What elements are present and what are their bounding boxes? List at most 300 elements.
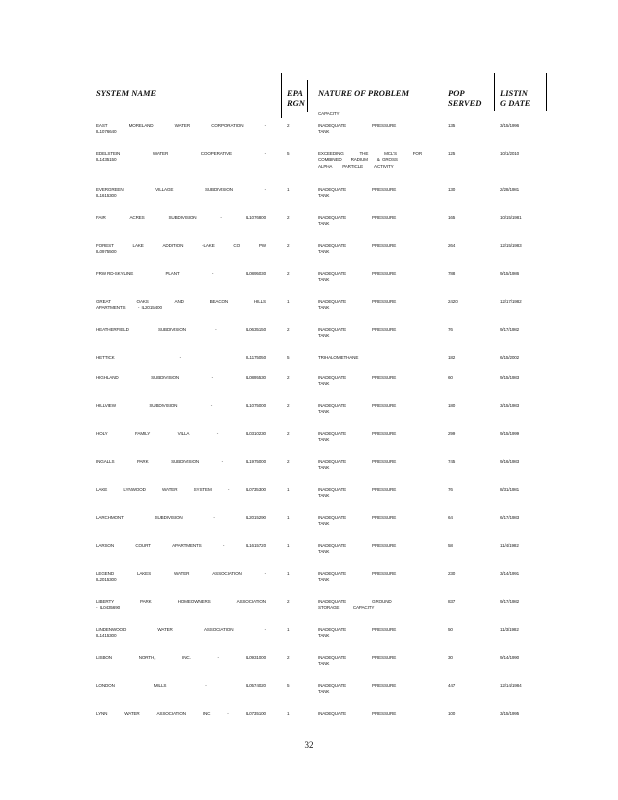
problem-word: PRESSURE (372, 571, 397, 576)
system-name-word: IL1075000 (245, 403, 266, 408)
nature-of-problem-cell (318, 187, 422, 200)
system-name-word: IL1975000 (245, 459, 266, 464)
system-id: IL0975500 (96, 249, 117, 255)
system-name-word: IL1615720 (245, 543, 266, 548)
problem-word: FOR (412, 151, 422, 156)
system-name-word: ADDITION (162, 243, 184, 248)
system-id: APARTMENTS - IL2015400 (96, 305, 162, 311)
problem-detail: ALPHA PARTICLE ACTIVITY (318, 163, 394, 169)
system-name-word: LISBON (96, 655, 112, 660)
system-name-word: HETTICK (96, 355, 115, 360)
nature-of-problem-cell (318, 487, 422, 500)
population-served: 125 (448, 151, 456, 156)
system-name-word: IL2015290 (245, 515, 266, 520)
epa-region: 1 (287, 571, 290, 576)
system-name-line (96, 271, 266, 277)
problem-word: INADEQUATE (318, 683, 347, 688)
nature-of-problem-cell (318, 243, 422, 256)
nature-of-problem-cell (318, 327, 422, 340)
system-name-cell (96, 487, 266, 493)
system-name-word: LAKE (132, 243, 144, 248)
epa-region: 1 (287, 487, 290, 492)
system-name-word: - (179, 355, 181, 360)
system-name-word: HIGHLAND (96, 375, 119, 380)
header-nature-of-problem: NATURE OF PROBLEM (318, 88, 410, 98)
system-name-word: SUBDIVISION (171, 459, 200, 464)
system-name-word: WATER (157, 627, 173, 632)
system-name-word: - (213, 515, 215, 520)
problem-detail: TANK (318, 577, 330, 583)
problem-word: INADEQUATE (318, 403, 347, 408)
population-served: 30 (448, 655, 453, 660)
system-name-cell (96, 151, 266, 164)
system-name-word: IL0735100 (245, 711, 266, 716)
problem-word: PRESSURE (372, 655, 397, 660)
system-name-word: ASSOCIATION (236, 599, 266, 604)
system-id: IL1415300 (96, 633, 117, 639)
epa-region: 1 (287, 187, 290, 192)
system-name-word: COURT (135, 543, 151, 548)
system-name-word: INC. (182, 655, 191, 660)
problem-word: PRESSURE (372, 187, 397, 192)
system-name-line (96, 459, 266, 465)
header-epa-rgn: EPA RGN (287, 88, 305, 108)
nature-of-problem-cell (318, 271, 422, 284)
system-name-word: LONDON (96, 683, 115, 688)
system-name-word: EVERGREEN (96, 187, 124, 192)
system-name-line (96, 375, 266, 381)
problem-word: INADEQUATE (318, 599, 347, 604)
problem-detail: TANK (318, 661, 330, 667)
system-name-line (96, 327, 266, 333)
population-served: 76 (448, 487, 453, 492)
system-name-cell (96, 123, 266, 136)
nature-of-problem-cell (318, 375, 422, 388)
page-number: 32 (304, 740, 314, 750)
problem-word: PRESSURE (372, 543, 397, 548)
epa-region: 2 (287, 403, 290, 408)
column-divider-date (494, 73, 495, 111)
system-name-word: WATER (124, 711, 140, 716)
system-id: IL2015300 (96, 577, 117, 583)
problem-word: INADEQUATE (318, 431, 347, 436)
system-name-line (96, 403, 266, 409)
system-name-word: PLANT (165, 271, 180, 276)
problem-word: INADEQUATE (318, 215, 347, 220)
epa-region: 2 (287, 375, 290, 380)
system-name-word: BEACON (209, 299, 229, 304)
problem-word: PRESSURE (372, 123, 397, 128)
system-name-line (96, 515, 266, 521)
problem-detail: TANK (318, 305, 330, 311)
population-served: 230 (448, 571, 456, 576)
system-name-line (96, 655, 266, 661)
problem-word: INADEQUATE (318, 299, 347, 304)
nature-of-problem-cell (318, 627, 422, 640)
problem-detail: TANK (318, 437, 330, 443)
listing-date: 10/1/2010 (500, 151, 520, 156)
population-served: 76 (448, 327, 453, 332)
nature-of-problem-cell (318, 431, 422, 444)
system-name-word: GREAT (96, 299, 111, 304)
system-name-cell (96, 403, 266, 409)
problem-word: INADEQUATE (318, 515, 347, 520)
problem-word: TRIHALOMETHANE (318, 355, 359, 360)
problem-word: PRESSURE (372, 683, 397, 688)
system-name-line (96, 543, 266, 549)
problem-word: PRESSURE (372, 243, 397, 248)
listing-date: 9/17/1982 (500, 327, 520, 332)
nature-of-problem-cell (318, 543, 422, 556)
system-name-word: HILLS (253, 299, 266, 304)
system-name-word: HOMEOWNERS (177, 599, 211, 604)
population-served: 447 (448, 683, 456, 688)
system-name-word: APARTMENTS (172, 543, 202, 548)
population-served: 299 (448, 431, 456, 436)
epa-region: 1 (287, 299, 290, 304)
system-name-word: LAKES (136, 571, 152, 576)
problem-detail: TANK (318, 221, 330, 227)
epa-region: 1 (287, 543, 290, 548)
population-served: 180 (448, 403, 456, 408)
system-name-word: ACRES (129, 215, 145, 220)
nature-of-problem-cell (318, 151, 422, 170)
epa-region: 5 (287, 683, 290, 688)
system-name-line (96, 431, 266, 437)
problem-detail: TANK (318, 381, 330, 387)
system-name-word: LINDENWOOD (96, 627, 127, 632)
system-name-cell (96, 215, 266, 221)
epa-region: 2 (287, 243, 290, 248)
problem-detail: TANK (318, 277, 330, 283)
system-name-cell (96, 187, 266, 200)
header-listing-date: LISTIN G DATE (500, 88, 531, 108)
population-served: 100 (448, 711, 456, 716)
problem-word: PRESSURE (372, 459, 397, 464)
system-id: IL1615300 (96, 193, 117, 199)
system-name-word: ASSOCIATION (212, 571, 242, 576)
problem-word: PRESSURE (372, 431, 397, 436)
system-name-word: SUBDIVISION (149, 403, 178, 408)
problem-detail: COMBINED RADIUM & GROSS (318, 157, 398, 163)
system-id: - IL0435690 (96, 605, 120, 611)
listing-date: 6/17/1983 (500, 515, 520, 520)
system-name-word: - (227, 711, 229, 716)
population-served: 837 (448, 599, 456, 604)
system-name-word: LYNWOOD (123, 487, 146, 492)
problem-detail: TANK (318, 409, 330, 415)
population-served: 50 (448, 627, 453, 632)
system-name-word: - (264, 571, 266, 576)
population-served: 745 (448, 459, 456, 464)
system-name-cell (96, 655, 266, 661)
epa-region: 1 (287, 627, 290, 632)
listing-date: 12/15/1983 (500, 243, 522, 248)
system-name-cell (96, 431, 266, 437)
column-divider-rgn (281, 73, 282, 118)
population-served: 135 (448, 123, 456, 128)
problem-word: INADEQUATE (318, 655, 347, 660)
system-name-word: LYNN (96, 711, 108, 716)
system-name-word: - (227, 487, 230, 492)
listing-date: 9/14/1990 (500, 655, 520, 660)
system-name-word: - (222, 543, 225, 548)
system-name-cell (96, 571, 266, 584)
nature-of-problem-cell (318, 299, 422, 312)
system-name-word: SUBDIVISION (157, 327, 186, 332)
system-name-word: SUBDIVISION (204, 187, 233, 192)
system-name-word: FRW RD-SKYLINE (96, 271, 134, 276)
problem-detail: TANK (318, 249, 330, 255)
system-name-line (96, 215, 266, 221)
system-id: IL1435150 (96, 157, 117, 163)
nature-of-problem-cell (318, 459, 422, 472)
listing-date: 12/17/1982 (500, 299, 522, 304)
population-served: 182 (448, 355, 456, 360)
population-served: 2420 (448, 299, 458, 304)
system-name-word: VILLA (177, 431, 190, 436)
system-name-word: LIBERTY (96, 599, 115, 604)
system-name-word: INGALLS (96, 459, 115, 464)
epa-region: 1 (287, 711, 290, 716)
system-name-cell (96, 627, 266, 640)
system-name-word: FOREST (96, 243, 114, 248)
epa-region: 2 (287, 431, 290, 436)
nature-of-problem-cell (318, 403, 422, 416)
listing-date: 8/31/1981 (500, 487, 520, 492)
epa-region: 5 (287, 355, 290, 360)
system-name-word: - (211, 271, 214, 276)
listing-date: 3/15/1983 (500, 403, 520, 408)
system-name-word: OAKS (136, 299, 149, 304)
system-name-word: FAMILY (135, 431, 151, 436)
system-name-word: - (264, 123, 266, 128)
problem-line (318, 711, 422, 717)
system-name-word: PW (258, 243, 266, 248)
system-name-cell (96, 299, 266, 312)
problem-detail: TANK (318, 549, 330, 555)
listing-date: 6/15/2002 (500, 355, 520, 360)
problem-word: INADEQUATE (318, 459, 347, 464)
system-name-cell (96, 515, 266, 521)
system-name-cell (96, 543, 266, 549)
nature-of-problem-cell (318, 215, 422, 228)
system-name-word: IL0895030 (245, 271, 266, 276)
system-name-word: HOLY (96, 431, 108, 436)
system-name-word: PARK (140, 599, 152, 604)
problem-word: PRESSURE (372, 299, 397, 304)
problem-word: INADEQUATE (318, 543, 347, 548)
problem-word: INADEQUATE (318, 187, 347, 192)
system-id: IL1076640 (96, 129, 117, 135)
problem-word: EXCEEDING (318, 151, 344, 156)
system-name-word: WATER (173, 571, 190, 576)
system-name-word: - (217, 655, 219, 660)
population-served: 130 (448, 187, 456, 192)
system-name-cell (96, 271, 266, 277)
problem-word: PRESSURE (372, 327, 397, 332)
system-name-word: LARSON (96, 543, 114, 548)
population-served: 788 (448, 271, 456, 276)
system-name-word: HILLVIEW (96, 403, 116, 408)
system-name-word: - (216, 431, 219, 436)
system-name-word: COOPERATIVE (200, 151, 232, 156)
system-name-word: AND (174, 299, 184, 304)
system-name-word: SUBDIVISION (154, 515, 183, 520)
listing-date: 10/15/1981 (500, 215, 522, 220)
system-name-word: INC (202, 711, 211, 716)
problem-word: THE (359, 151, 369, 156)
epa-region: 1 (287, 515, 290, 520)
nature-of-problem-cell (318, 123, 422, 136)
population-served: 60 (448, 375, 453, 380)
system-name-line (96, 487, 266, 493)
listing-date: 9/17/1982 (500, 599, 520, 604)
nature-of-problem-cell (318, 515, 422, 528)
problem-detail: TANK (318, 689, 330, 695)
problem-detail: TANK (318, 465, 330, 471)
system-name-word: - (220, 215, 222, 220)
epa-region: 2 (287, 123, 290, 128)
epa-region: 2 (287, 599, 290, 604)
system-name-line (96, 711, 266, 717)
listing-date: 12/14/1984 (500, 683, 522, 688)
listing-date: 9/15/1986 (500, 271, 520, 276)
problem-word: INADEQUATE (318, 711, 347, 716)
epa-region: 5 (287, 151, 290, 156)
nature-of-problem-cell (318, 655, 422, 668)
epa-region: 2 (287, 271, 290, 276)
population-served: 58 (448, 543, 453, 548)
system-name-word: LEGEND (96, 571, 114, 576)
system-name-word: - (221, 459, 224, 464)
problem-word: PRESSURE (372, 215, 397, 220)
problem-word: PRESSURE (372, 271, 397, 276)
problem-detail: TANK (318, 129, 330, 135)
system-name-word: - (205, 683, 207, 688)
listing-date: 11/4/1982 (500, 543, 519, 548)
system-name-word: ASSOCIATION (203, 627, 234, 632)
system-name-word: WATER (174, 123, 190, 128)
epa-region: 2 (287, 655, 290, 660)
system-name-cell (96, 599, 266, 612)
problem-word: PRESSURE (372, 403, 397, 408)
problem-word: PRESSURE (372, 515, 397, 520)
system-name-word: IL1175050 (245, 355, 266, 360)
system-name-word: MORELAND (128, 123, 154, 128)
listing-date: 3/15/1996 (500, 123, 520, 128)
nature-of-problem-cell (318, 355, 422, 361)
listing-date: 9/15/1999 (500, 431, 520, 436)
problem-word: PRESSURE (372, 375, 397, 380)
system-name-word: WATER (152, 151, 169, 156)
column-divider-nature (307, 80, 308, 112)
system-name-line (96, 355, 266, 361)
system-name-word: -LAKE (202, 243, 215, 248)
problem-word: PRESSURE (372, 627, 397, 632)
epa-region: 2 (287, 459, 290, 464)
problem-detail: TANK (318, 521, 330, 527)
problem-word: INADEQUATE (318, 375, 347, 380)
epa-region: 2 (287, 327, 290, 332)
system-name-word: LAKE (96, 487, 108, 492)
column-divider-right (546, 73, 547, 111)
system-name-word: SUBDIVISION (168, 215, 197, 220)
system-name-cell (96, 375, 266, 381)
system-name-word: - (264, 187, 266, 192)
system-name-cell (96, 327, 266, 333)
carryover-text: CAPACITY (318, 111, 340, 116)
problem-word: PRESSURE (372, 487, 397, 492)
problem-word: INADEQUATE (318, 571, 347, 576)
nature-of-problem-cell (318, 571, 422, 584)
system-name-cell (96, 243, 266, 256)
system-name-word: - (264, 627, 266, 632)
listing-date: 11/3/1982 (500, 627, 519, 632)
system-name-word: HEATHERFIELD (96, 327, 129, 332)
system-name-word: IL0735300 (245, 487, 266, 492)
population-served: 264 (448, 243, 456, 248)
system-name-word: VILLAGE (155, 187, 174, 192)
problem-word: GROUND (372, 599, 392, 604)
problem-detail: STORAGE CAPACITY (318, 605, 375, 611)
system-name-word: IL0895530 (245, 375, 266, 380)
problem-word: INADEQUATE (318, 487, 347, 492)
system-name-word: PARK (136, 459, 149, 464)
system-name-word: WATER (162, 487, 178, 492)
system-name-line (96, 683, 266, 689)
system-name-word: - (264, 151, 266, 156)
nature-of-problem-cell (318, 599, 422, 612)
header-pop-served: POP SERVED (448, 88, 482, 108)
system-name-cell (96, 459, 266, 465)
population-served: 64 (448, 515, 453, 520)
problem-word: INADEQUATE (318, 627, 347, 632)
system-name-word: ASSOCIATION (156, 711, 186, 716)
system-name-word: EDELSTEIN (96, 151, 121, 156)
system-name-word: CO (233, 243, 241, 248)
system-name-word: IL1076800 (245, 215, 266, 220)
system-name-word: EAST (96, 123, 108, 128)
system-name-word: SUBDIVISION (151, 375, 180, 380)
system-name-word: IL0574020 (245, 683, 266, 688)
problem-line (318, 355, 422, 361)
problem-word: INADEQUATE (318, 327, 347, 332)
system-name-word: MILLS (153, 683, 167, 688)
listing-date: 3/14/1991 (500, 571, 520, 576)
problem-detail: TANK (318, 493, 330, 499)
system-name-cell (96, 683, 266, 689)
nature-of-problem-cell (318, 711, 422, 717)
problem-detail: TANK (318, 633, 330, 639)
problem-word: INADEQUATE (318, 243, 347, 248)
nature-of-problem-cell (318, 683, 422, 696)
problem-word: PRESSURE (372, 711, 397, 716)
system-name-word: - (215, 327, 217, 332)
system-name-word: IL0310230 (245, 431, 266, 436)
header-system-name: SYSTEM NAME (96, 88, 157, 98)
system-name-word: IL0635150 (245, 327, 266, 332)
system-name-word: LARCHMONT (96, 515, 124, 520)
listing-date: 2/28/1981 (500, 187, 520, 192)
system-name-word: SYSTEM (193, 487, 212, 492)
system-name-word: - (211, 375, 214, 380)
problem-word: INADEQUATE (318, 123, 347, 128)
listing-date: 9/16/1983 (500, 459, 520, 464)
listing-date: 9/15/1983 (500, 375, 520, 380)
system-name-cell (96, 355, 266, 361)
problem-word: INADEQUATE (318, 271, 347, 276)
